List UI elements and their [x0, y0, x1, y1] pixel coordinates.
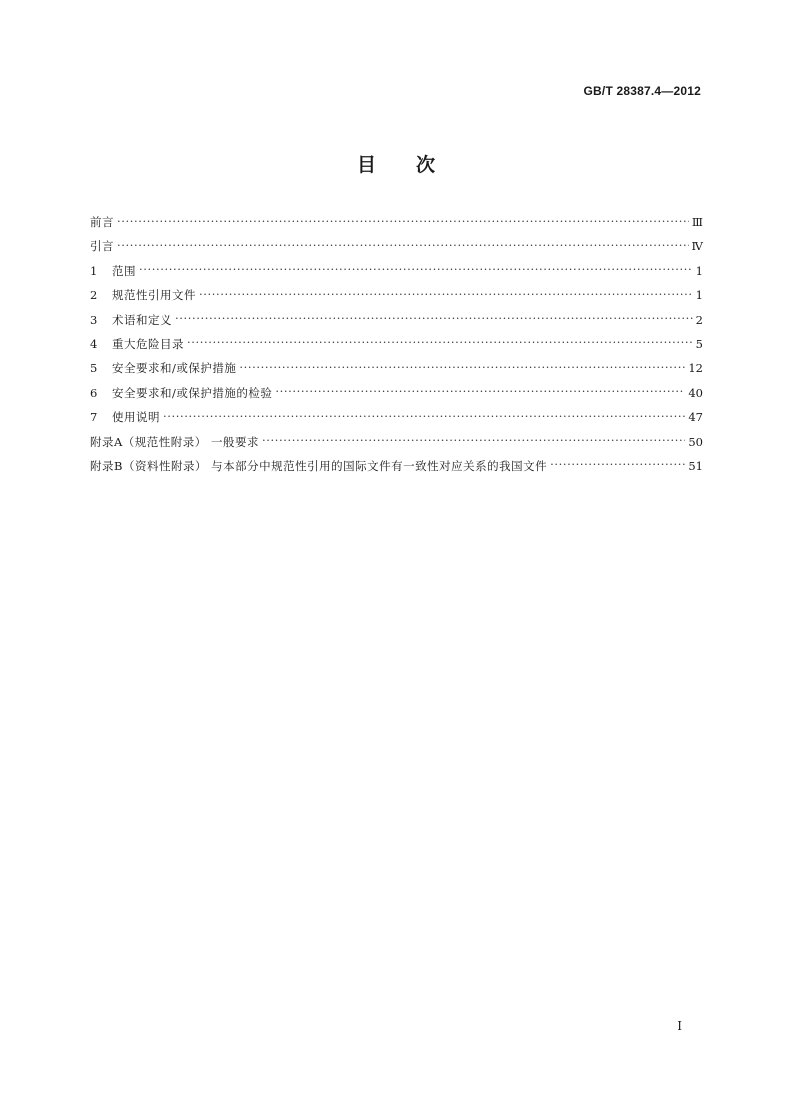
toc-entry-page: 51 [688, 458, 703, 473]
toc-entry-verification[interactable] [90, 385, 703, 409]
toc-entry-page: 47 [688, 410, 703, 425]
toc-entry-label: 安全要求和/或保护措施的检验 [112, 385, 273, 400]
toc-entry-label: 使用说明 [112, 410, 160, 425]
toc-entry-label: 规范性引用文件 [112, 288, 196, 303]
page-title: 目次 [356, 154, 475, 176]
toc-entry-terms-definitions[interactable] [90, 312, 703, 336]
toc-entry-label: 术语和定义 [112, 312, 172, 327]
toc-entry-page: 5 [695, 336, 703, 351]
toc-entry-page: 50 [688, 434, 703, 449]
toc-leader-dots [187, 336, 693, 348]
toc-entry-page: Ⅳ [691, 239, 703, 254]
toc-entry-instructions[interactable] [90, 409, 703, 433]
toc-entry-annex-b[interactable] [90, 458, 703, 482]
toc-entry-number: 2 [90, 288, 98, 303]
toc-leader-dots [163, 410, 685, 422]
toc-entry-page: 1 [695, 288, 703, 303]
toc-entry-label: 前言 [90, 215, 114, 229]
toc-entry-label: 安全要求和/或保护措施 [112, 361, 237, 376]
table-of-contents [90, 214, 703, 482]
toc-entry-page: 12 [688, 361, 703, 376]
toc-leader-dots [117, 215, 689, 227]
toc-leader-dots [175, 312, 693, 324]
toc-entry-foreword[interactable] [90, 214, 703, 238]
toc-entry-number: 7 [90, 410, 98, 425]
toc-leader-dots [139, 263, 693, 275]
toc-entry-number: 5 [90, 361, 98, 376]
toc-entry-number: 1 [90, 263, 98, 278]
toc-entry-number: 6 [90, 385, 98, 400]
toc-entry-label: 引言 [90, 239, 114, 254]
toc-leader-dots [262, 434, 685, 446]
toc-entry-page: 2 [695, 312, 703, 327]
toc-entry-safety-requirements[interactable] [90, 360, 703, 384]
toc-entry-label: 附录A（规范性附录） 一般要求 [90, 434, 259, 449]
toc-entry-page: Ⅲ [691, 215, 703, 229]
toc-entry-normative-references[interactable] [90, 287, 703, 311]
toc-leader-dots [550, 458, 685, 470]
standard-number: GB/T 28387.4—2012 [583, 84, 701, 98]
toc-entry-page: 40 [688, 385, 703, 400]
toc-entry-label: 附录B（资料性附录） 与本部分中规范性引用的国际文件有一致性对应关系的我国文件 [90, 458, 548, 473]
toc-entry-hazards-list[interactable] [90, 336, 703, 360]
toc-entry-label: 重大危险目录 [112, 336, 184, 351]
toc-entry-annex-a[interactable] [90, 434, 703, 458]
page-number: I [677, 1019, 682, 1033]
toc-entry-scope[interactable] [90, 263, 703, 287]
toc-entry-page: 1 [695, 263, 703, 278]
toc-entry-number: 4 [90, 336, 98, 351]
toc-entry-label: 范围 [112, 263, 136, 278]
toc-entry-number: 3 [90, 312, 98, 327]
toc-leader-dots [239, 361, 685, 373]
toc-leader-dots [275, 385, 685, 397]
toc-leader-dots [199, 288, 693, 300]
toc-leader-dots [117, 239, 689, 251]
toc-entry-introduction[interactable] [90, 238, 703, 262]
